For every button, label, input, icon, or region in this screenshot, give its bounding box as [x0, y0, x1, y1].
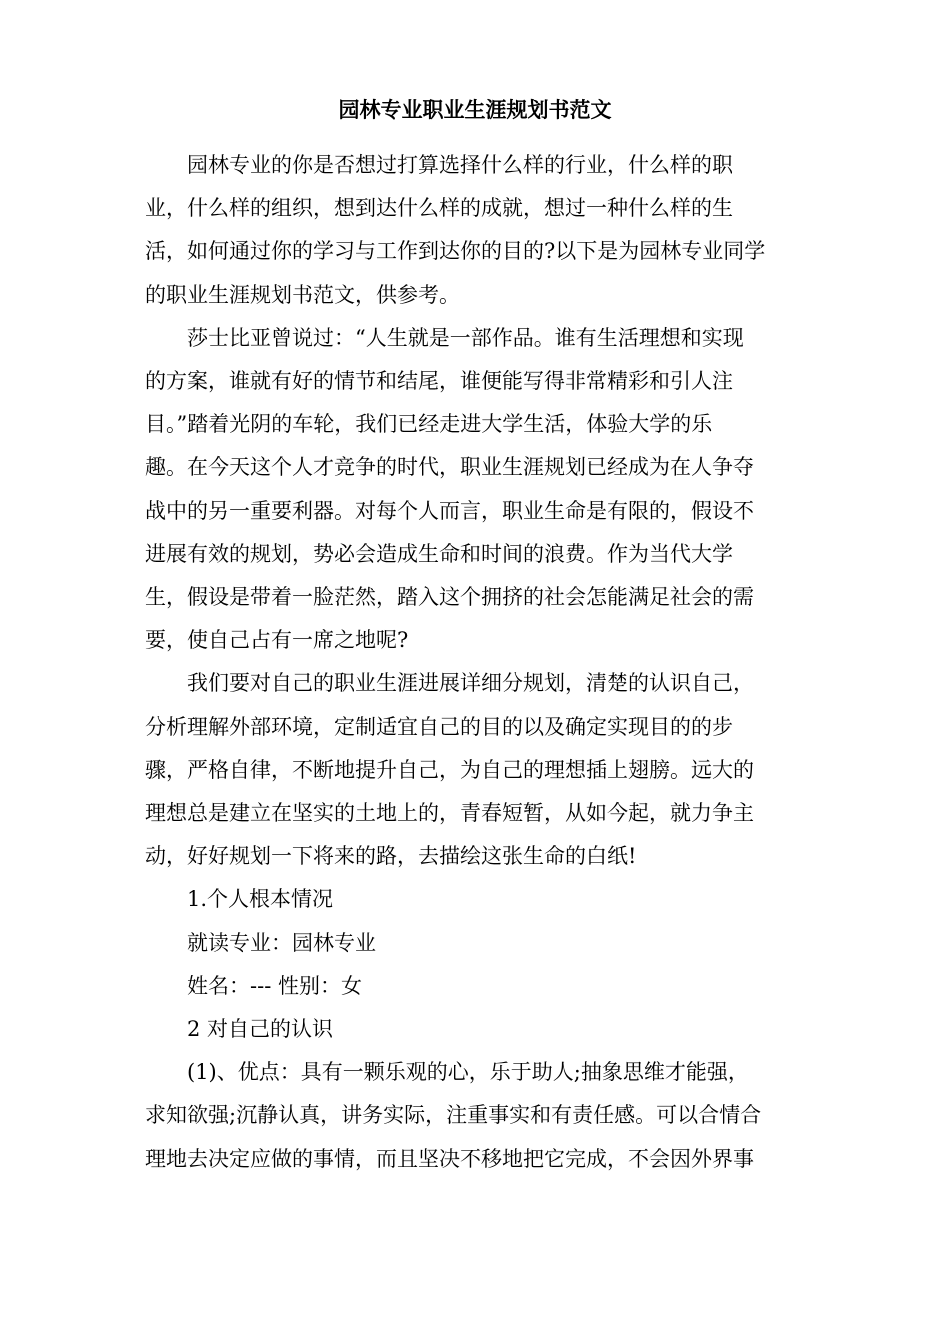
- text-line: 进展有效的规划，势必会造成生命和时间的浪费。作为当代大学: [145, 541, 733, 566]
- paragraph: [145, 878, 805, 921]
- text-line: 1.个人根本情况: [187, 887, 334, 912]
- document-title: 园林专业职业生涯规划书范文: [338, 98, 612, 122]
- text-line: 2 对自己的认识: [187, 1017, 334, 1042]
- paragraph: [145, 922, 805, 965]
- paragraph: [145, 662, 805, 878]
- document-body: [145, 144, 805, 1181]
- paragraph: [145, 1051, 805, 1181]
- text-line: (1)、优点：具有一颗乐观的心，乐于助人;抽象思维才能强，: [187, 1060, 749, 1085]
- text-line: 分析理解外部环境，定制适宜自己的目的以及确定实现目的的步: [145, 714, 733, 739]
- text-line: 目。”踏着光阴的车轮，我们已经走进大学生活，体验大学的乐: [145, 412, 713, 437]
- text-line: 战中的另一重要利器。对每个人而言，职业生命是有限的，假设不: [145, 498, 754, 523]
- text-line: 活，如何通过你的学习与工作到达你的目的?以下是为园林专业同学: [145, 239, 766, 264]
- paragraph: [145, 317, 805, 663]
- text-line: 业，什么样的组织，想到达什么样的成就，想过一种什么样的生: [145, 196, 733, 221]
- text-line: 求知欲强;沉静认真，讲务实际，注重事实和有责任感。可以合情合: [145, 1103, 762, 1128]
- text-line: 就读专业：园林专业: [187, 930, 376, 955]
- text-line: 动，好好规划一下将来的路，去描绘这张生命的白纸!: [145, 844, 637, 869]
- text-line: 骤，严格自律，不断地提升自己，为自己的理想插上翅膀。远大的: [145, 757, 754, 782]
- text-line: 的方案，谁就有好的情节和结尾，谁便能写得非常精彩和引人注: [145, 369, 733, 394]
- text-line: 要，使自己占有一席之地呢?: [145, 628, 409, 653]
- text-line: 理想总是建立在坚实的土地上的，青春短暂，从如今起，就力争主: [145, 801, 754, 826]
- paragraph: [145, 965, 805, 1008]
- paragraph: [145, 1008, 805, 1051]
- text-line: 的职业生涯规划书范文，供参考。: [145, 282, 460, 307]
- text-line: 理地去决定应做的事情，而且坚决不移地把它完成，不会因外界事: [145, 1146, 754, 1171]
- text-line: 姓名：--- 性别：女: [187, 973, 362, 998]
- text-line: 园林专业的你是否想过打算选择什么样的行业，什么样的职: [187, 153, 733, 177]
- text-line: 趣。在今天这个人才竞争的时代，职业生涯规划已经成为在人争夺: [145, 455, 754, 480]
- paragraph: [145, 144, 805, 317]
- text-line: 莎士比亚曾说过：“人生就是一部作品。谁有生活理想和实现: [187, 325, 744, 350]
- text-line: 我们要对自己的职业生涯进展详细分规划，清楚的认识自己，: [187, 671, 754, 696]
- text-line: 生，假设是带着一脸茫然，踏入这个拥挤的社会怎能满足社会的需: [145, 585, 754, 610]
